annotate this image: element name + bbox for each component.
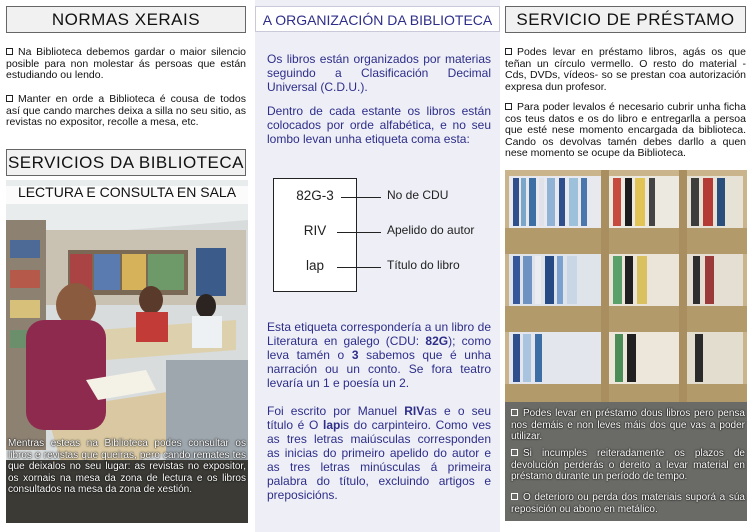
organizacion-p2: Dentro de cada estante os libros están colocados por orde alfabética, e no seu lombo levan unha etiqueta coma esta:: [267, 104, 491, 146]
label-code-cdu: 82G-3: [296, 188, 334, 203]
checkbox-icon: [505, 103, 512, 110]
organizacion-title: A ORGANIZACIÓN DA BIBLIOTECA: [255, 6, 500, 32]
normas-xerais-title: NORMAS XERAIS: [6, 6, 246, 33]
prestamo-p2: Para poder levalos é necesario cubrir unha ficha cos teus datos e os do libro e entregarlla a persoa que esté nese momento encargada da biblioteca. Cando os devolvas tamén debes darllo a quen nese momento se ocupe da Biblioteca.: [505, 101, 746, 159]
checkbox-icon: [511, 409, 518, 416]
rule-silence: Na Biblioteca debemos gardar o maior silencio posible para non molestar ás persoas que están estudiando ou lendo.: [6, 46, 246, 81]
bookshelf-photo: [505, 170, 747, 521]
prestamo-rule-2: Si incumples reiteradamente os plazos de devolución perderás o dereito a levar material en préstamo durante un período de tempo.: [511, 448, 745, 482]
label-code-author: RIV: [303, 223, 327, 238]
reading-title: LECTURA E CONSULTA EN SALA: [17, 184, 237, 200]
organizacion-p4: Foi escrito por Manuel RIVas e o seu título é O lapis do carpinteiro. Como ves as tres letras maiúsculas corresponden as inicias do primeiro apelido do autor e as tres letras minúsculas á primeira palabra do título, excluindo artigos e preposicións.: [267, 404, 491, 502]
label-connector-2: [337, 232, 381, 233]
checkbox-icon: [6, 95, 13, 102]
middle-column: [255, 0, 500, 532]
rule-order: Manter en orde a Biblioteca é cousa de todos así que cando marches deixa a silla no seu sitio, as revistas no expositor, recolle a mesa, etc.: [6, 93, 246, 128]
reading-room-photo: [6, 180, 248, 523]
organizacion-p1: Os libros están organizados por materias seguindo a Clasificación Decimal Universal (C.D.U.).: [267, 52, 491, 94]
checkbox-icon: [511, 493, 518, 500]
label-desc-author: Apelido do autor: [387, 223, 475, 237]
prestamo-rule-3: O deterioro ou perda dos materiais suporá a súa reposición ou abono en metálico.: [511, 492, 745, 515]
prestamo-p1: Podes levar en préstamo libros, agás os que teñan un círculo vermello. O resto do material - Cds, DVDs, vídeos- so se prestan coa autorización expresa dun profesor.: [505, 46, 746, 93]
label-desc-cdu: No de CDU: [387, 188, 449, 202]
checkbox-icon: [511, 449, 518, 456]
label-connector-3: [337, 267, 381, 268]
right-column: [505, 0, 750, 532]
organizacion-p3: Esta etiqueta correspondería a un libro de Literatura en galego (CDU: 82G); como leva tamén o 3 sabemos que é unha narración ou un conto. Se fora teatro levaría un 1 e poesía un 2.: [267, 320, 492, 390]
servicio-prestamo-title: SERVICIO DE PRÉSTAMO: [505, 6, 746, 33]
label-connector-1: [341, 197, 381, 198]
checkbox-icon: [6, 48, 13, 55]
checkbox-icon: [505, 48, 512, 55]
prestamo-rule-1: Podes levar en préstamo dous libros pero pensa nos demáis e non leves máis dos que vas a poder utilizar.: [511, 408, 745, 442]
label-code-title: lap: [305, 258, 324, 273]
servicios-title: SERVICIOS DA BIBLIOTECA: [6, 149, 246, 176]
left-column: [0, 0, 252, 532]
reading-caption: Mentras esteas na Biblioteca podes consultar os libros e revistas que queiras, pero cando remates tes que deixalos no seu lugar: as revistas no expositor, os xornais na mesa da zona de lectura e os libros consultados na mesa da zona de xestión.: [8, 438, 246, 495]
label-desc-title: Título do libro: [387, 258, 460, 272]
